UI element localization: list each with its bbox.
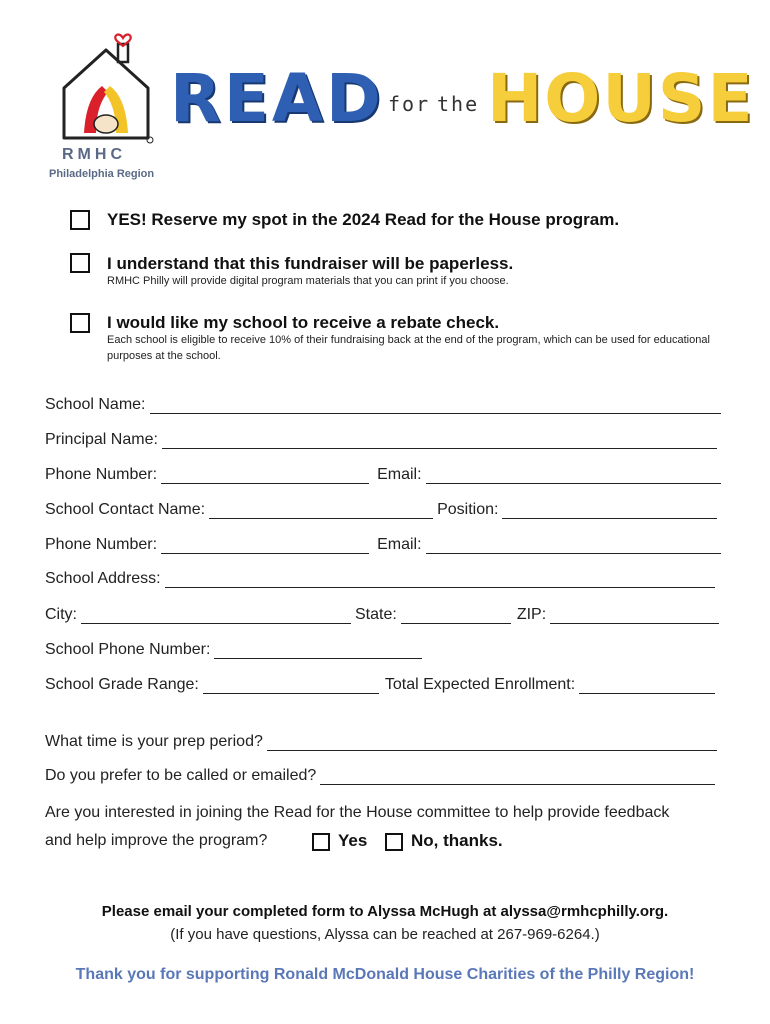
email-label: Email: [377, 466, 422, 483]
rebate-checkbox[interactable] [70, 313, 90, 333]
school-grade-range-label: School Grade Range: [45, 676, 199, 693]
school-name-row [45, 396, 725, 414]
school-phone-row [45, 641, 445, 659]
zip-label: ZIP: [516, 606, 547, 623]
school-address-input[interactable] [165, 573, 715, 588]
org-initials: RMHC [62, 146, 126, 163]
org-region: Philadelphia Region [49, 168, 155, 180]
state-label: State: [355, 606, 397, 623]
email-instruction: Please email your completed form to Alyssa McHugh at alyssa@rmhcphilly.org. [101, 903, 669, 920]
committee-question-line-1: Are you interested in joining the Read for the House committee to help provide feedback [45, 804, 670, 821]
school-name-input[interactable] [150, 399, 722, 414]
principal-name-label: Principal Name: [45, 431, 158, 448]
questions-contact: (If you have questions, Alyssa can be reached at 267-969-6264.) [170, 926, 600, 943]
committee-no-checkbox[interactable] [385, 833, 403, 851]
title-read: READ [170, 60, 384, 137]
school-phone-number-label: School Phone Number: [45, 641, 211, 658]
contact-pref-input[interactable] [320, 770, 715, 785]
committee-question-line-2: and help improve the program? [45, 832, 268, 849]
phone-number-label: Phone Number: [45, 466, 158, 483]
total-enrollment-input[interactable] [579, 679, 715, 694]
title-for: for [388, 92, 431, 116]
rmhc-logo [44, 28, 174, 188]
committee-no-label: No, thanks. [411, 831, 503, 850]
email-input[interactable] [426, 469, 721, 484]
school-phone-number-input[interactable] [214, 644, 422, 659]
email-input-2[interactable] [426, 539, 721, 554]
phone-number-input-2[interactable] [161, 539, 369, 554]
prep-period-row [45, 733, 721, 751]
principal-name-row [45, 431, 721, 449]
school-grade-range-input[interactable] [203, 679, 379, 694]
committee-yes-label: Yes [338, 831, 368, 850]
reserve-spot-label: YES! Reserve my spot in the 2024 Read for the House program. [107, 210, 620, 229]
phone-number-label-2: Phone Number: [45, 536, 158, 553]
phone-number-input[interactable] [161, 469, 369, 484]
principal-name-input[interactable] [162, 434, 717, 449]
contact-pref-row [45, 767, 719, 785]
position-label: Position: [437, 501, 499, 518]
contact-position-row [45, 501, 721, 519]
contact-pref-label: Do you prefer to be called or emailed? [45, 767, 317, 784]
paperless-checkbox[interactable] [70, 253, 90, 273]
rebate-note: Each school is eligible to receive 10% of their fundraising back at the end of the program, which can be used for educational purposes at the school. [107, 334, 710, 362]
city-state-zip-row [45, 606, 723, 624]
city-label: City: [45, 606, 77, 623]
total-enrollment-label: Total Expected Enrollment: [384, 676, 576, 693]
committee-yes-checkbox[interactable] [312, 833, 330, 851]
thank-you-message: Thank you for supporting Ronald McDonald House Charities of the Philly Region! [75, 966, 695, 983]
grade-enrollment-row [45, 676, 719, 694]
school-address-row [45, 570, 719, 588]
school-address-label: School Address: [45, 570, 161, 587]
school-contact-name-input[interactable] [209, 504, 433, 519]
state-input[interactable] [401, 609, 511, 624]
position-input[interactable] [502, 504, 717, 519]
rebate-label: I would like my school to receive a rebate check. [107, 313, 500, 332]
reserve-spot-checkbox[interactable] [70, 210, 90, 230]
email-label-2: Email: [377, 536, 422, 553]
zip-input[interactable] [550, 609, 719, 624]
prep-period-label: What time is your prep period? [45, 733, 263, 750]
paperless-label: I understand that this fundraiser will be paperless. [107, 254, 514, 273]
title-house: HOUSE [487, 60, 755, 137]
school-name-label: School Name: [45, 396, 146, 413]
paperless-note: RMHC Philly will provide digital program materials that you can print if you choose. [107, 275, 509, 287]
school-contact-name-label: School Contact Name: [45, 501, 206, 518]
prep-period-input[interactable] [267, 736, 717, 751]
phone-email-row-2 [45, 536, 725, 554]
phone-email-row-1 [45, 466, 725, 484]
title-the: the [437, 92, 480, 116]
city-input[interactable] [81, 609, 351, 624]
